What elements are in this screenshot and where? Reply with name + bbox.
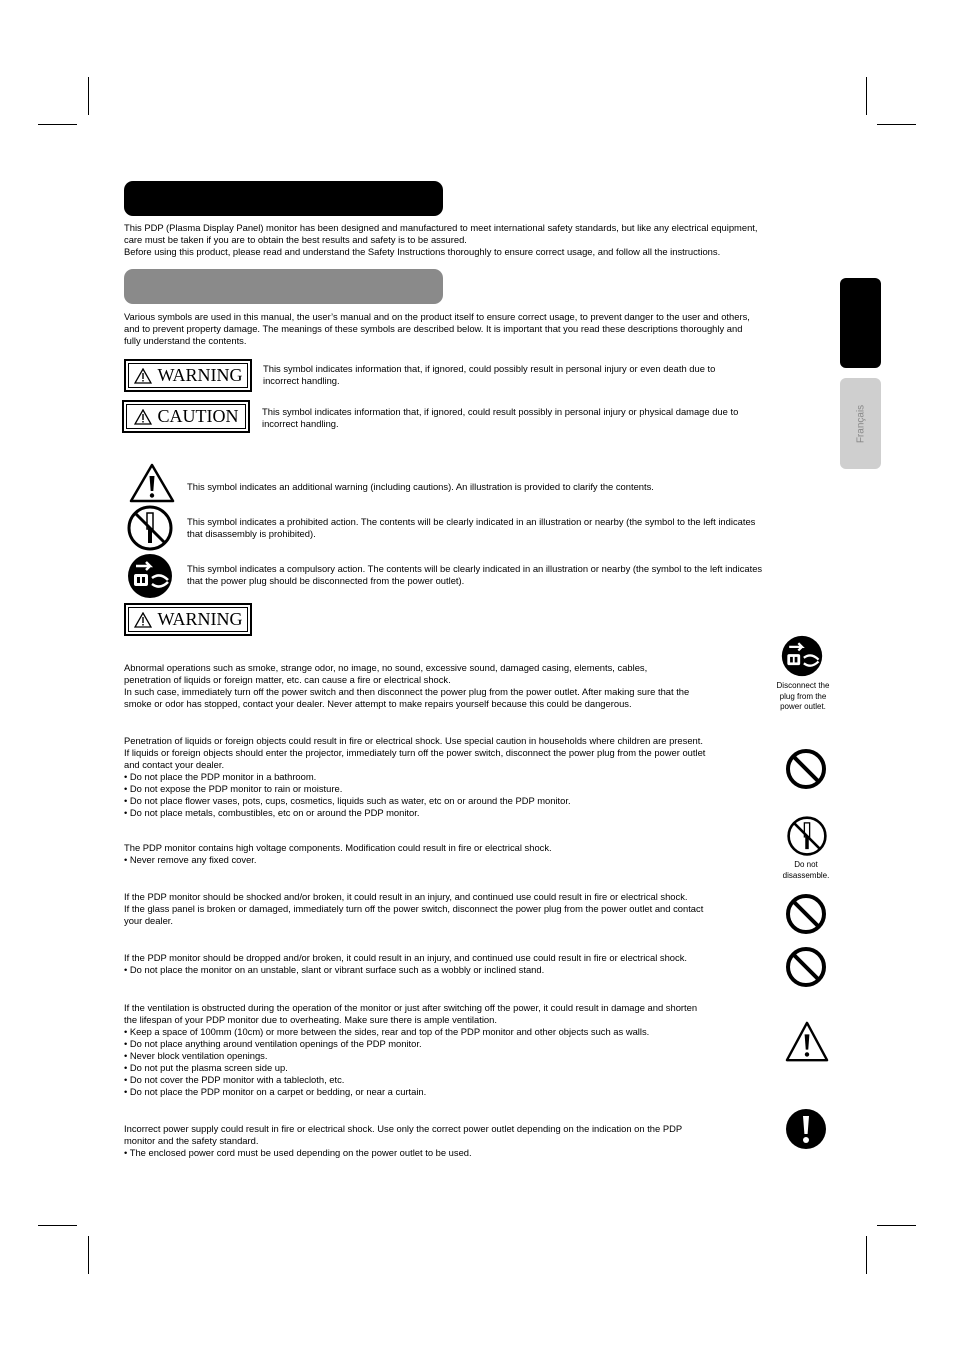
do-not-disassemble-icon — [126, 504, 174, 552]
crop-mark — [866, 1236, 867, 1274]
caution-definition — [262, 406, 822, 430]
ventilation-bullet: • Do not place anything around ventilation openings of the PDP monitor. — [124, 1038, 769, 1050]
power-supply-text — [124, 1123, 764, 1159]
intro-text — [124, 222, 834, 258]
shocked-line: If the PDP monitor should be shocked and/or broken, it could result in an injury, and continued use could result in fire or electrical shock. — [124, 891, 688, 902]
ventilation-text — [124, 1002, 769, 1098]
caution-label-text: CAUTION — [157, 406, 239, 426]
crop-mark — [88, 1236, 89, 1274]
unplug-icon — [126, 552, 174, 600]
warning-triangle-icon — [784, 1020, 830, 1064]
ventilation-bullet: • Do not place the PDP monitor on a carpet or bedding, or near a curtain. — [124, 1086, 769, 1098]
side-tab-english — [840, 278, 881, 368]
abnormal-line: Abnormal operations such as smoke, strange odor, no image, no sound, excessive sound, damaged casing, elements, cables, — [124, 662, 648, 673]
unplug-caption — [768, 681, 838, 713]
shocked-text — [124, 891, 779, 927]
triangle-symbol-text — [187, 481, 837, 493]
power-line: Incorrect power supply could result in fire or electrical shock. Use only the correct power outlet depending on the indication on the PDP — [124, 1123, 683, 1134]
symbols-intro-line: Various symbols are used in this manual, the user’s manual and on the product itself to ensure correct usage, to prevent danger to the user and others, — [124, 311, 750, 322]
ventilation-bullet: • Never block ventilation openings. — [124, 1050, 769, 1062]
section-header-bar — [124, 181, 443, 216]
prohibit-symbol-line: This symbol indicates a prohibited action. The contents will be clearly indicated in an illustration or nearby (the symbol to the left indicates — [187, 516, 756, 527]
liquids-line: and contact your dealer. — [124, 759, 225, 770]
warning-definition — [263, 363, 823, 387]
warning-label-text: WARNING — [157, 609, 243, 629]
unplug-icon — [780, 634, 824, 678]
ventilation-line: If the ventilation is obstructed during the operation of the monitor or just after switching off the power, it could result in damage and shorten — [124, 1002, 698, 1013]
crop-mark — [877, 1225, 916, 1226]
liquids-line: Penetration of liquids or foreign objects could result in fire or electrical shock. Use special caution in households where children are present. — [124, 735, 703, 746]
compulsory-symbol-line: This symbol indicates a compulsory action. The contents will be clearly indicated in an illustration or nearby (the symbol to the left indicates — [187, 563, 763, 574]
prohibit-symbol-text — [187, 516, 837, 540]
ventilation-line: the lifespan of your PDP monitor due to overheating. Make sure there is ample ventilation. — [124, 1014, 497, 1025]
voltage-line: The PDP monitor contains high voltage components. Modification could result in fire or electrical shock. — [124, 842, 552, 853]
symbols-intro-line: and to prevent property damage. The meanings of these symbols are described below. It is important that you read these descriptions thoroughly and — [124, 323, 743, 334]
intro-line: This PDP (Plasma Display Panel) monitor has been designed and manufactured to meet international safety standards, but like any electrical equipment, — [124, 222, 758, 233]
prohibit-symbol-line: that disassembly is prohibited). — [187, 528, 316, 539]
crop-mark — [38, 124, 77, 125]
ventilation-bullet: • Do not cover the PDP monitor with a tablecloth, etc. — [124, 1074, 769, 1086]
ventilation-bullet: • Keep a space of 100mm (10cm) or more between the sides, rear and top of the PDP monitor and other objects such as walls. — [124, 1026, 769, 1038]
caution-definition-line: This symbol indicates information that, if ignored, could result possibly in personal injury or physical damage due to — [262, 406, 739, 417]
crop-mark — [38, 1225, 77, 1226]
abnormal-line: In such case, immediately turn off the power switch and then disconnect the power plug from the power outlet. After making sure that the — [124, 686, 690, 697]
power-line: monitor and the safety standard. — [124, 1135, 259, 1146]
shocked-line: If the glass panel is broken or damaged, immediately turn off the power switch, disconnect the power plug from the power outlet and contact — [124, 903, 704, 914]
warning-label — [124, 359, 252, 392]
shocked-line: your dealer. — [124, 915, 173, 926]
liquids-line: If liquids or foreign objects should enter the projector, immediately turn off the power switch, disconnect the power plug from the power outlet — [124, 747, 706, 758]
ventilation-bullet: • Do not put the plasma screen side up. — [124, 1062, 769, 1074]
voltage-bullet: • Never remove any fixed cover. — [124, 854, 764, 866]
prohibited-icon — [785, 893, 827, 935]
warning-triangle-icon — [128, 462, 176, 504]
liquids-bullet: • Do not place flower vases, pots, cups, cosmetics, liquids such as water, etc on or around the PDP monitor. — [124, 795, 779, 807]
warning-definition-line: This symbol indicates information that, if ignored, could possibly result in personal injury or even death due to — [263, 363, 716, 374]
liquids-bullet: • Do not place metals, combustibles, etc on or around the PDP monitor. — [124, 807, 779, 819]
abnormal-line: smoke or odor has stopped, contact your dealer. Never attempt to make repairs yourself because this could be dangerous. — [124, 698, 632, 709]
crop-mark — [866, 77, 867, 115]
caption-line: plug from the — [779, 691, 827, 701]
side-tab-label: Français — [855, 404, 866, 443]
dropped-line: If the PDP monitor should be dropped and/or broken, it could result in an injury, and continued use could result in fire or electrical shock. — [124, 952, 687, 963]
abnormal-line: penetration of liquids or foreign matter, etc. can cause a fire or electrical shock. — [124, 674, 451, 685]
crop-mark — [877, 124, 916, 125]
caution-definition-line: incorrect handling. — [262, 418, 339, 429]
warning-label-text: WARNING — [157, 365, 243, 385]
warning-section-label — [124, 603, 252, 636]
high-voltage-text — [124, 842, 764, 866]
caution-label — [122, 400, 250, 433]
caption-line: Do not — [794, 860, 818, 869]
compulsory-symbol-line: that the power plug should be disconnected from the power outlet). — [187, 575, 465, 586]
caption-line: Disconnect the — [776, 681, 830, 690]
crop-mark — [88, 77, 89, 115]
compulsory-exclamation-icon — [785, 1108, 827, 1150]
intro-line: care must be taken if you are to obtain the best results and safety is to be assured. — [124, 234, 467, 245]
caption-line: disassemble. — [782, 870, 830, 880]
symbols-intro-text — [124, 311, 834, 347]
compulsory-symbol-text — [187, 563, 837, 587]
caption-line: power outlet. — [780, 702, 826, 711]
liquids-bullet: • Do not place the PDP monitor in a bathroom. — [124, 771, 779, 783]
symbols-intro-line: fully understand the contents. — [124, 335, 247, 346]
power-bullet: • The enclosed power cord must be used depending on the power outlet to be used. — [124, 1147, 764, 1159]
liquids-text — [124, 735, 779, 819]
do-not-disassemble-icon — [786, 815, 828, 857]
intro-line: Before using this product, please read and understand the Safety Instructions thoroughly to ensure correct usage, and follow all the instructions. — [124, 246, 721, 257]
triangle-symbol-line: This symbol indicates an additional warning (including cautions). An illustration is provided to clarify the contents. — [187, 481, 654, 492]
abnormal-operation-text — [124, 662, 764, 710]
dropped-text — [124, 952, 764, 976]
dropped-bullet: • Do not place the monitor on an unstable, slant or vibrant surface such as a wobbly or inclined stand. — [124, 964, 764, 976]
disassemble-caption — [772, 860, 840, 881]
side-tab-french — [840, 378, 881, 469]
prohibited-icon — [785, 946, 827, 988]
subsection-header-bar — [124, 269, 443, 304]
liquids-bullet: • Do not expose the PDP monitor to rain or moisture. — [124, 783, 779, 795]
warning-definition-line: incorrect handling. — [263, 375, 340, 386]
prohibited-icon — [785, 748, 827, 790]
